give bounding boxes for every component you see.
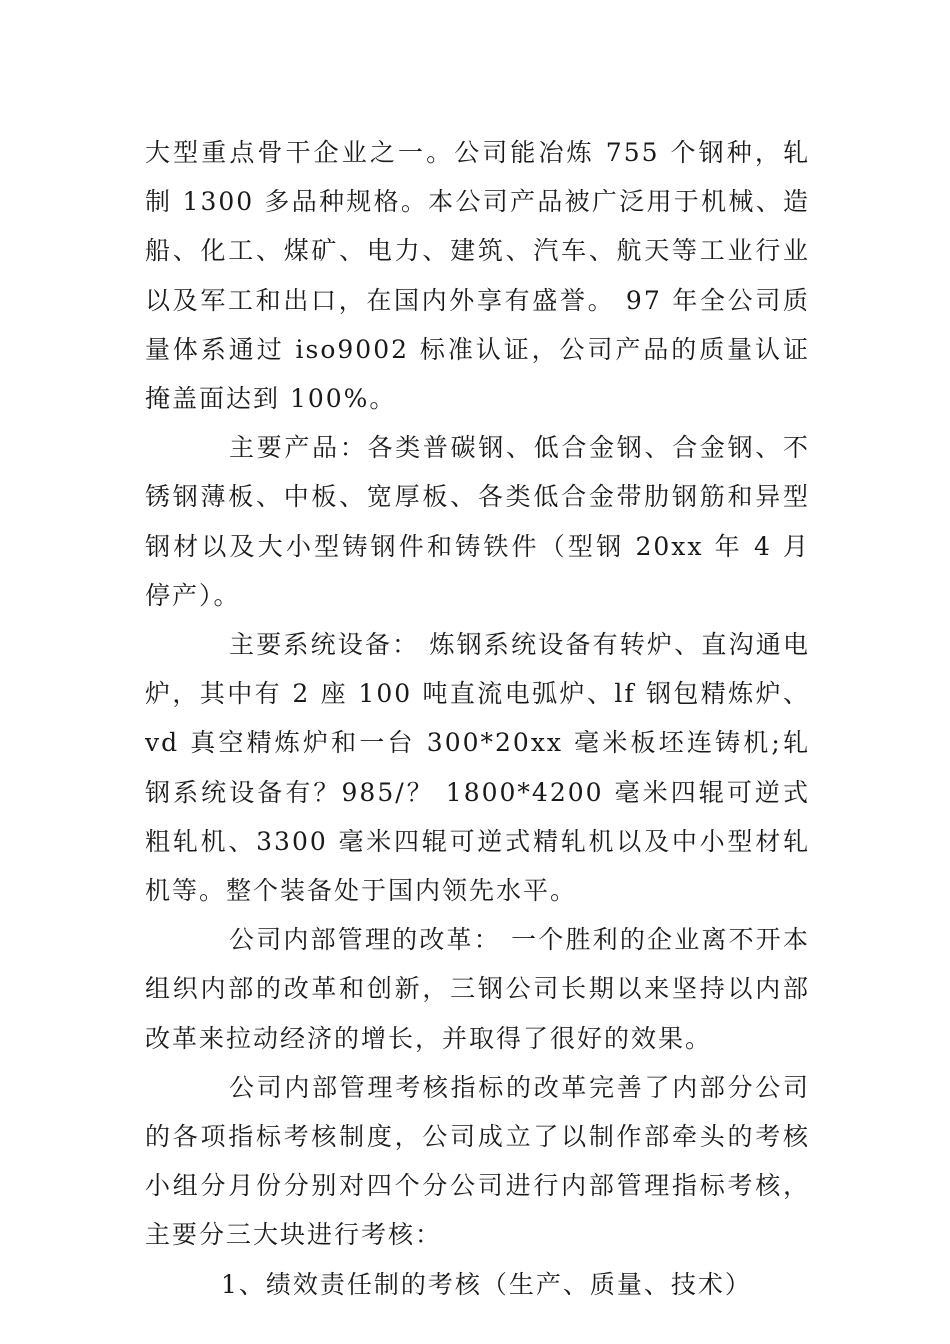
paragraph-company-overview: 大型重点骨干企业之一。公司能冶炼 755 个钢种，轧制 1300 多品种规格。本公司产品被广泛用于机械、造船、化工、煤矿、电力、建筑、汽车、航天等工业行业以及军工和出口，在国内外享有盛誉。 97 年全公司质量体系通过 iso9002 标准认证，公司产品的质量认证掩盖面达到 100%。 bbox=[145, 138, 810, 414]
document-body bbox=[145, 128, 810, 1309]
list-item-performance-assessment: 1、绩效责任制的考核（生产、质量、技术） bbox=[221, 1269, 752, 1299]
paragraph-assessment-reform: 公司内部管理考核指标的改革完善了内部分公司的各项指标考核制度，公司成立了以制作部牵头的考核小组分月份分别对四个分公司进行内部管理指标考核，主要分三大块进行考核： bbox=[145, 1072, 810, 1250]
paragraph-main-equipment: 主要系统设备： 炼钢系统设备有转炉、直沟通电炉，其中有 2 座 100 吨直流电弧炉、lf 钢包精炼炉、vd 真空精炼炉和一台 300*20xx 毫米板坯连铸机;轧钢系统设备有？985/？ 1800*4200 毫米四辊可逆式粗轧机、3300 毫米四辊可逆式精轧机以及中小型材轧机等。整个装备处于国内领先水平。 bbox=[145, 630, 810, 906]
paragraph-management-reform: 公司内部管理的改革： 一个胜利的企业离不开本组织内部的改革和创新，三钢公司长期以来坚持以内部改革来拉动经济的增长，并取得了很好的效果。 bbox=[145, 925, 810, 1053]
paragraph-main-products: 主要产品：各类普碳钢、低合金钢、合金钢、不锈钢薄板、中板、宽厚板、各类低合金带肋钢筋和异型钢材以及大小型铸钢件和铸铁件（型钢 20xx 年 4 月停产）。 bbox=[145, 433, 810, 610]
